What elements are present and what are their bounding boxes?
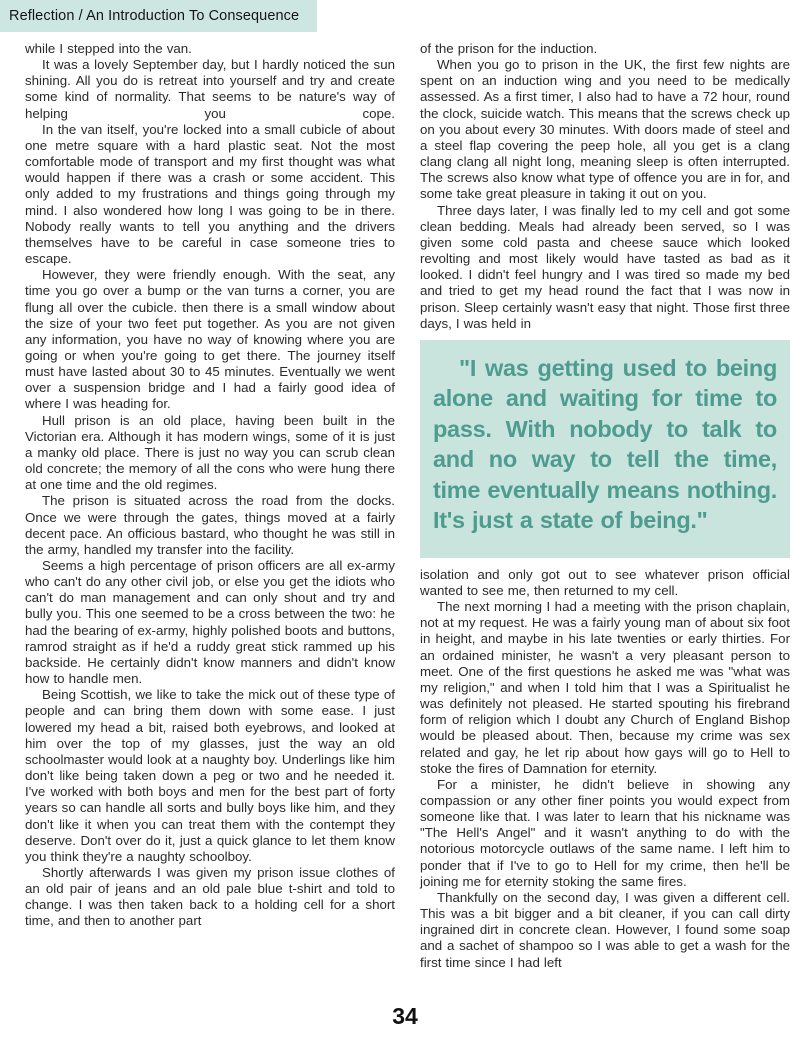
paragraph: while I stepped into the van. [25,41,192,56]
paragraph: Three days later, I was finally led to my cell and got some clean bedding. Meals had already been served, so I was given some cold pasta and cheese sauce which looked revolting and most likely would have tasted as bad as it looked. I didn't feel hungry and I was tired so made my bed and tried to get my head round the fact that I was now in prison. Sleep certainly wasn't easy that night. Those first three days, I was held in [420,202,790,331]
paragraph: When you go to prison in the UK, the first few nights are spent on an induction wing and you need to be medically assessed. As a first timer, I also had to have a 72 hour, round the clock, suicide watch. This means that the screws check up on you about every 30 minutes. With doors made of steel and a steel flap covering the peep hole, all you get is a clang clang clang all night long, meaning sleep is often interrupted. The screws also know what type of offence you are in for, and some take great pleasure in taking it out on you. [420,57,790,202]
left-column [25,41,395,971]
paragraph: The prison is situated across the road from the docks. Once we were through the gates, things moved at a fairly decent pace. An officious bastard, who thought he was still in the army, handled my transfer into the facility. [25,493,395,557]
right-column [420,41,790,971]
pull-quote-box [420,340,790,558]
header-band [0,0,317,32]
paragraph: Seems a high percentage of prison officers are all ex-army who can't do any other civil job, or else you get the idiots who can't do man management and can only shout and try and bully you. This one seemed to be a cross between the two: he had the bearing of ex-army, highly polished boots and buttons, ramrod straight as if he'd a ruddy great stick rammed up his backside. He certainly didn't know manners and didn't know how to handle men. [25,558,395,687]
paragraph: The next morning I had a meeting with the prison chaplain, not at my request. He was a fairly young man of about six foot in height, and maybe in his late twenties or early thirties. For an ordained minister, he wasn't a very pleasant person to meet. One of the first questions he asked me was "what was my religion," and when I told him that I was a Spiritualist he was definitely not pleased. He started spouting his firebrand form of religion which I doubt any Church of England Bishop would be pleased about. Then, because my crime was sex related and gay, he let rip about how gays will go to Hell to stoke the fires of Damnation for eternity. [420,599,790,776]
paragraph: isolation and only got out to see whatever prison official wanted to see me, then returned to my cell. [420,566,790,598]
paragraph: Being Scottish, we like to take the mick out of these type of people and can bring them down with some ease. I just lowered my head a bit, raised both eyebrows, and looked at him over the top of my glasses, just the way an old schoolmaster would look at a naughty boy. Underlings like him don't like being taken down a peg or two and he needed it. I've worked with both boys and men for the best part of forty years so can handle all sorts and bully boys like him, and they don't like it when you can treat them with the contempt they deserve. Don't over do it, just a quick glance to let them know you think they're a naughty schoolboy. [25,687,395,864]
pull-quote-text: "I was getting used to being alone and waiting for time to pass. With nobody to talk to and no way to tell the time, time eventually means nothing. It's just a state of being." [433,354,777,534]
paragraph: of the prison for the induction. [420,41,598,56]
paragraph: Hull prison is an old place, having been built in the Victorian era. Although it has modern wings, some of it is just a manky old place. There is just no way you can scrub clean old concrete; the memory of all the cons who were hung there at one time and the old regimes. [25,412,395,493]
page-number: 34 [392,1003,418,1029]
paragraph: It was a lovely September day, but I hardly noticed the sun shining. All you do is retreat into yourself and try and create some kind of normality. That seems to be nature's way of helping you cope. [25,57,395,121]
right-column-bottom [420,567,790,971]
paragraph: In the van itself, you're locked into a small cubicle of about one metre square with a hard plastic seat. Not the most comfortable mode of transport and my first thought was what would happen if there was a crash or some accident. This only added to my frustrations and things going through my mind. I also wondered how long I was going to be in there. Nobody really wants to tell you anything and the drivers themselves have to be careful in case someone tries to escape. [25,121,395,267]
page-title: Reflection / An Introduction To Consequence [9,8,300,24]
paragraph: For a minister, he didn't believe in showing any compassion or any other finer points you would expect from someone like that. I was later to learn that his nickname was "The Hell's Angel" and it wasn't anything to do with the notorious motorcycle outlaws of the same name. I left him to ponder that if I've to go to Hell for my crime, then he'll be joining me for eternity stoking the same fires. [420,776,790,889]
paragraph: However, they were friendly enough. With the seat, any time you go over a bump or the van turns a corner, you are flung all over the cubicle. then there is a small window about the size of your two feet put together. As you are not given any information, you have no way of knowing where you are going or when you're going to get there. The journey itself must have lasted about 30 to 45 minutes. Eventually we went over a suspension bridge and I had a fairly good idea of where I was heading for. [25,267,395,412]
paragraph: Thankfully on the second day, I was given a different cell. This was a bit bigger and a bit cleaner, if you can call dirty ingrained dirt in concrete clean. However, I found some soap and a sachet of shampoo so I was able to get a wash for the first time since I had left [420,889,790,970]
paragraph: Shortly afterwards I was given my prison issue clothes of an old pair of jeans and an old pale blue t-shirt and told to change. I was then taken back to a holding cell for a short time, and then to another part [25,864,395,929]
two-column-layout [25,41,790,971]
right-column-top [420,41,790,332]
